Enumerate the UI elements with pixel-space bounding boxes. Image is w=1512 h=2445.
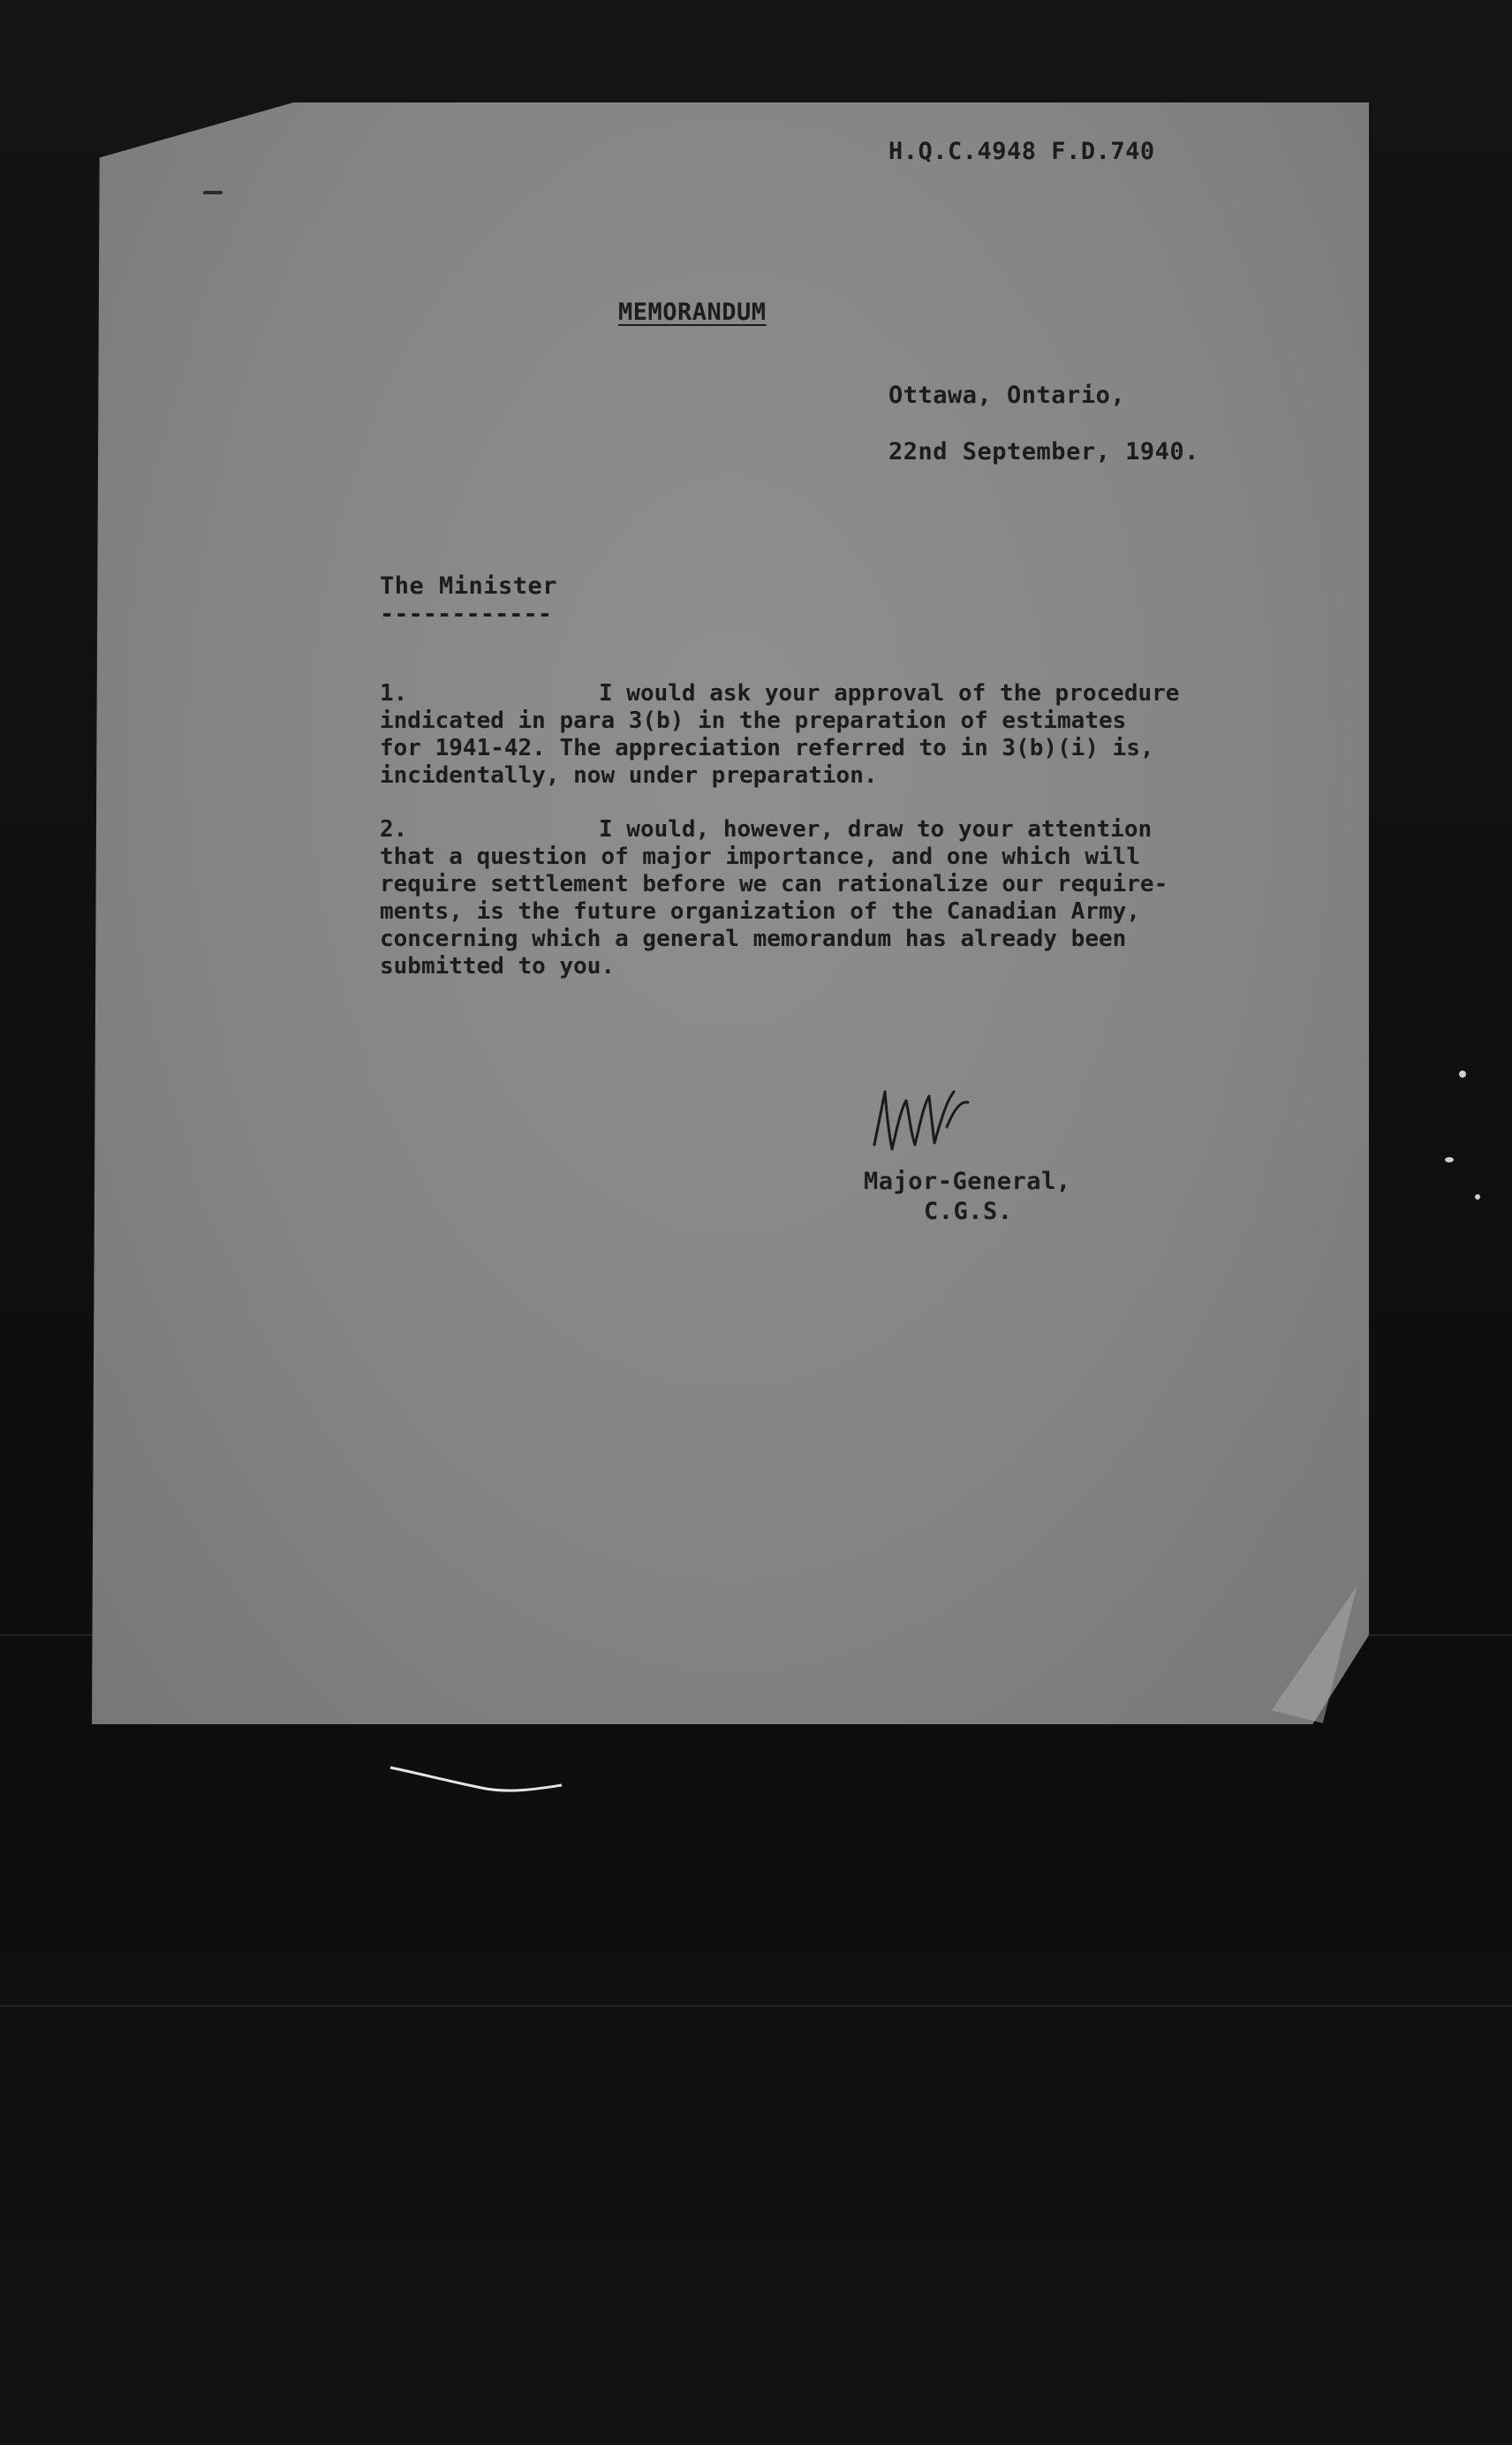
film-speck [1445,1157,1454,1162]
handwritten-signature [866,1074,989,1162]
paragraph-line: that a question of major importance, and one which will [380,844,1140,870]
paragraph-1 [380,680,1289,790]
film-speck [1475,1194,1480,1200]
paragraph-line: submitted to you. [380,953,616,980]
film-speck [1459,1071,1466,1078]
signatory-office: C.G.S. [924,1198,1013,1225]
paragraph-line [380,816,1289,844]
paragraph-line: incidentally, now under preparation. [380,762,878,789]
memo-title: MEMORANDUM [618,299,767,326]
paragraph-line: ments, is the future organization of the Canadian Army, [380,898,1140,925]
paragraph-text: I would, however, draw to your attention [599,816,1153,843]
paragraph-number: 1. [380,680,408,707]
signatory-rank: Major-General, [864,1168,1071,1195]
file-reference: H.Q.C.4948 F.D.740 [888,138,1155,165]
film-band [0,2005,1512,2007]
date-line: 22nd September, 1940. [888,438,1199,466]
paragraph-line: indicated in para 3(b) in the preparation of estimates [380,708,1127,734]
paragraph-number: 2. [380,816,408,843]
paragraph-line: require settlement before we can rationalize our require- [380,871,1168,897]
film-speck [203,191,223,194]
film-scratch [389,1762,565,1798]
addressee: The Minister [380,572,558,600]
paragraph-line: for 1941-42. The appreciation referred to in 3(b)(i) is, [380,735,1154,761]
paragraph-text: I would ask your approval of the procedure [599,680,1180,707]
paragraph-line: concerning which a general memorandum has already been [380,926,1127,952]
paragraph-line [380,680,1289,708]
addressee-underline: ------------ [380,601,553,628]
paragraph-2 [380,816,1289,980]
place-line: Ottawa, Ontario, [888,382,1126,409]
